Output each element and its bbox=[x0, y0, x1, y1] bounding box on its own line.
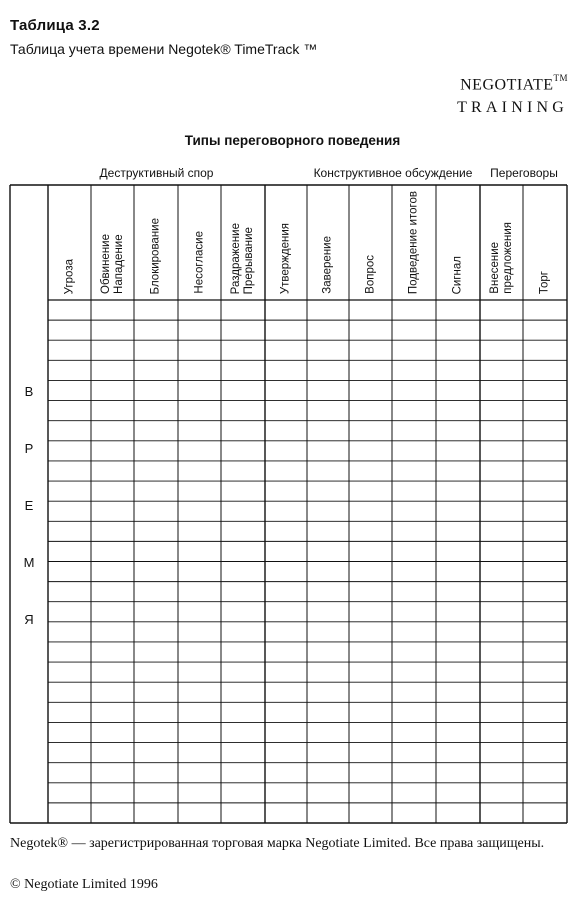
column-header-cell bbox=[523, 185, 567, 300]
column-header-cell bbox=[134, 185, 178, 300]
column-header-label: Вопрос bbox=[364, 255, 376, 294]
table-subtitle: Таблица учета времени Negotek® TimeTrack ™ bbox=[10, 41, 318, 57]
column-header-label: Утверждения bbox=[279, 222, 292, 294]
column-header-cell bbox=[349, 185, 392, 300]
column-header-label: Угроза bbox=[63, 258, 75, 294]
column-header-label: Сигнал bbox=[451, 255, 464, 294]
column-header-label: Заверение bbox=[321, 236, 334, 294]
column-header-label: Раздражение Прерывание bbox=[230, 222, 255, 294]
column-header-cell bbox=[265, 185, 307, 300]
time-letter-3: Е bbox=[24, 498, 34, 513]
brand-logo-line2: TRAINING bbox=[457, 99, 568, 116]
column-header-cell bbox=[91, 185, 134, 300]
column-header-cell bbox=[480, 185, 523, 300]
brand-name: NEGOTIATE bbox=[460, 76, 554, 94]
table-number: Таблица 3.2 bbox=[10, 17, 100, 34]
time-letter-4: М bbox=[23, 555, 35, 570]
column-header-label: Подведение итогов bbox=[407, 190, 420, 294]
column-header-cell bbox=[178, 185, 221, 300]
column-header-label: Несогласие bbox=[193, 231, 205, 294]
column-header-cell bbox=[307, 185, 349, 300]
group-constructive: Конструктивное обсуждение bbox=[313, 166, 473, 180]
trademark-note: Negotek® — зарегистрированная торговая марка Negotiate Limited. Все права защищены. bbox=[10, 836, 545, 851]
group-destructive: Деструктивный спор bbox=[99, 166, 214, 180]
time-letter-2: Р bbox=[24, 441, 34, 456]
column-header-label: Обвинение Нападение bbox=[99, 234, 125, 294]
column-header-label: Внесение предложения bbox=[488, 222, 514, 294]
column-header-label: Блокирование bbox=[149, 217, 162, 294]
column-header-cell bbox=[436, 185, 480, 300]
column-header-cell bbox=[48, 185, 91, 300]
column-header-cell bbox=[392, 185, 436, 300]
copyright: © Negotiate Limited 1996 bbox=[10, 877, 158, 892]
column-header-label: Торг bbox=[538, 270, 551, 294]
column-header-cell bbox=[221, 185, 265, 300]
behavior-types-heading: Типы переговорного поведения bbox=[184, 133, 401, 148]
brand-tm: TM bbox=[553, 73, 568, 83]
group-negotiation: Переговоры bbox=[490, 166, 558, 180]
time-letter-1: В bbox=[24, 384, 34, 399]
time-letter-5: Я bbox=[24, 612, 34, 627]
